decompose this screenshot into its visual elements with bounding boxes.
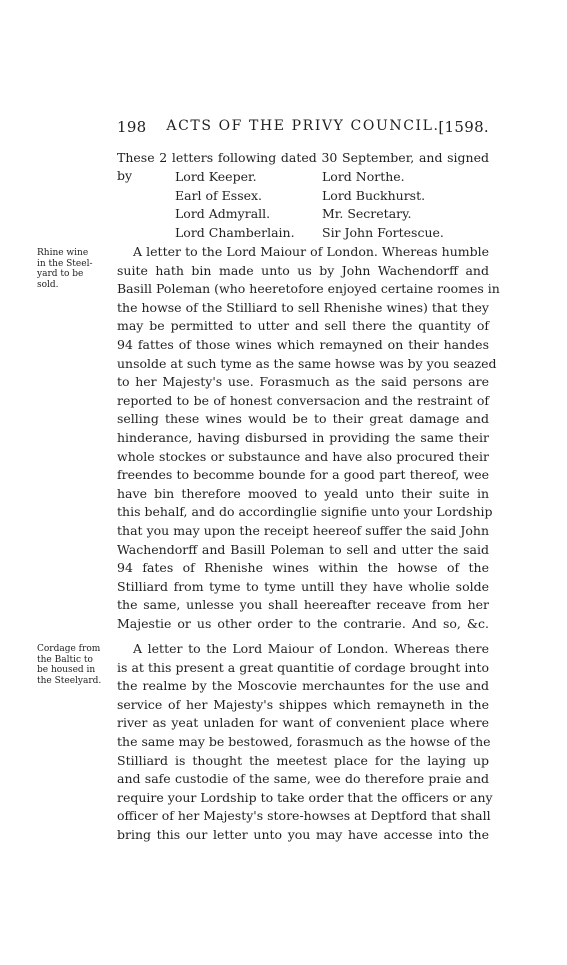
signer-row [175,224,495,243]
margin-line: yard to be [37,269,84,279]
text-line: Majestie or us other order to the contrarie. And so, &c. [117,615,489,631]
text-line: unsolde at such tyme as the same howse was by you seazed [117,355,497,371]
text-line: freendes to becomme bounde for a good part thereof, wee [117,467,489,483]
signer: Lord Northe. [322,169,405,184]
text-line: river as yeat unladen for want of convenient place where [117,715,489,731]
text-line: and safe custodie of the same, wee do therefore praie and [117,771,489,787]
signer-row [175,205,495,224]
text-line: to her Majesty's use. Forasmuch as the said persons are [117,374,489,390]
text-line: hinderance, having disbursed in providing the same their [117,429,489,445]
running-title: ACTS OF THE PRIVY COUNCIL. [166,118,440,134]
page-header [117,118,489,138]
text-line: bring this our letter unto you may have accesse into the [117,826,489,842]
signer: Mr. Secretary. [322,206,412,221]
text-line: have bin therefore mooved to yeald unto their suite in [117,485,489,501]
text-line: the same may be bestowed, forasmuch as the howse of the [117,733,491,749]
margin-line: in the Steel- [37,258,93,269]
signer: Earl of Essex. [175,187,263,203]
margin-line: sold. [37,279,59,290]
margin-line: Rhine wine [37,248,89,258]
text-line: service of her Majesty's shippes which remayneth in the [117,696,489,712]
text-line: 94 fates of Rhenishe wines within the howse of the [117,560,489,576]
text-line: may be permitted to utter and sell there the quantity of [117,318,489,334]
text-line: reported to be of honest conversacion and the restraint of [117,392,489,408]
margin-line: be housed in [37,665,96,675]
margin-line: Cordage from [37,644,101,654]
text-line: that you may upon the receipt heereof suffer the said John [117,522,489,538]
margin-note-cordage [37,644,113,686]
text-line: A letter to the Lord Maiour of London. Whereas there [133,641,489,656]
year-label: [1598. [438,118,489,136]
letter-paragraph-rhine-wine [117,243,500,633]
text-line: officer of her Majesty's store-howses at Deptford that shall [117,808,491,824]
intro-line: These 2 letters following dated 30 September, and signed by [117,150,489,183]
letter-paragraph-cordage [117,640,493,845]
text-line: Basill Poleman (who heeretofore enjoyed certaine roomes in [117,281,500,297]
text-line: Wachendorff and Basill Poleman to sell and utter the said [117,541,489,557]
text-line: the howse of the Stilliard to sell Rhenishe wines) that they [117,299,489,315]
signer: Lord Keeper. [175,169,257,184]
text-line: A letter to the Lord Maiour of London. Whereas humble [133,244,489,259]
text-line: 94 fattes of those wines which remayned on their handes [117,336,489,352]
signers-list [175,168,495,242]
signer-row [175,187,495,206]
text-line: require your Lordship to take order that the officers or any [117,789,493,805]
margin-line: the Steelyard. [37,675,102,686]
text-line: this behalf, and do accordinglie signifie unto your Lordship [117,504,493,520]
text-line: Stilliard from tyme to tyme untill they have wholie solde [117,578,489,594]
signer: Lord Chamberlain. [175,224,295,240]
signer-row [175,168,495,187]
signer: Lord Buckhurst. [322,187,426,203]
margin-note-rhine-wine [37,248,113,290]
text-line: selling these wines would be to their great damage and [117,411,489,427]
signer: Sir John Fortescue. [322,224,444,240]
text-line: the realme by the Moscovie merchauntes for the use and [117,678,489,694]
text-line: the same, unlesse you shall heereafter receave from her [117,597,489,613]
text-line: Stilliard is thought the meetest place for the laying up [117,752,489,768]
text-line: is at this present a great quantitie of cordage brought into [117,659,489,675]
text-line: suite hath bin made unto us by John Wachendorff and [117,262,489,278]
margin-line: the Baltic to [37,654,93,665]
text-line: whole stockes or substaunce and have also procured their [117,448,489,464]
page-number: 198 [117,118,147,136]
signer: Lord Admyrall. [175,206,271,221]
